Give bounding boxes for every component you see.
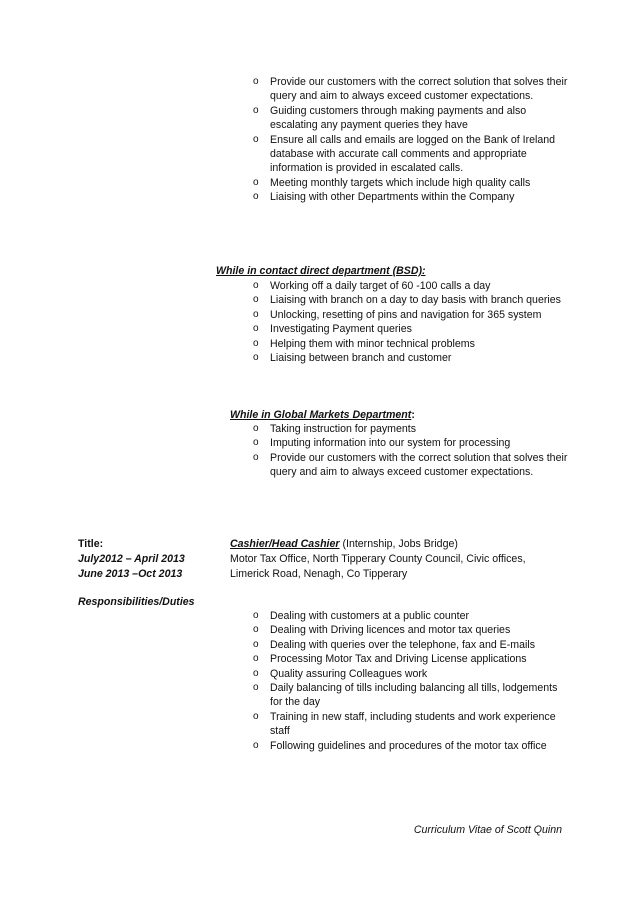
bullet-icon: o xyxy=(253,667,259,679)
bullet-icon: o xyxy=(253,104,259,116)
bullet-icon: o xyxy=(253,451,259,463)
list-item: o Daily balancing of tills including balancing all tills, lodgements for the day xyxy=(253,682,558,709)
list-item: o Training in new staff, including students and work experience staff xyxy=(253,710,556,738)
bsd-section-heading: While in contact direct department (BSD): xyxy=(216,265,426,277)
list-item: o Quality assuring Colleagues work xyxy=(253,667,428,680)
list-item: o Following guidelines and procedures of the motor tax office xyxy=(253,739,547,752)
list-item: o Taking instruction for payments xyxy=(253,423,417,435)
list-item: o Working off a daily target of 60 -100 calls a day xyxy=(253,280,491,292)
bullet-icon: o xyxy=(253,610,259,621)
bullet-icon: o xyxy=(253,739,259,751)
bullet-icon: o xyxy=(253,76,259,87)
title-label: Title: xyxy=(78,538,104,550)
bullet-icon: o xyxy=(253,423,259,434)
job-employer: Motor Tax Office, North Tipperary County Council, Civic offices, xyxy=(230,553,526,565)
bullet-icon: o xyxy=(253,437,259,449)
list-item: o Dealing with queries over the telephone, fax and E-mails xyxy=(253,638,535,651)
bullet-icon: o xyxy=(253,191,259,203)
list-item: o Provide our customers with the correct solution that solves their query and aim to always exceed customer expectations. xyxy=(253,76,568,103)
bullet-icon: o xyxy=(253,682,259,694)
list-item: o Guiding customers through making payments and also escalating any payment queries they have xyxy=(253,104,527,132)
job-role: Cashier/Head Cashier (Internship, Jobs Bridge) xyxy=(230,538,458,550)
list-item: o Unlocking, resetting of pins and navigation for 365 system xyxy=(253,308,542,321)
list-item: o Provide our customers with the correct solution that solves their query and aim to always exceed customer expectations. xyxy=(253,451,568,479)
duties-label: Responsibilities/Duties xyxy=(78,596,195,608)
list-item: o Imputing information into our system for processing xyxy=(253,437,511,450)
page-footer: Curriculum Vitae of Scott Quinn xyxy=(413,824,562,836)
global-section-heading: While in Global Markets Department: xyxy=(230,409,415,421)
duties-list xyxy=(253,609,570,753)
list-item: o Liaising with other Departments within the Company xyxy=(253,191,515,204)
bullet-icon: o xyxy=(253,337,259,349)
job-address: Limerick Road, Nenagh, Co Tipperary xyxy=(230,568,408,580)
job-dates-2: June 2013 –Oct 2013 xyxy=(78,568,183,580)
list-item: o Dealing with customers at a public counter xyxy=(253,610,470,622)
list-item: o Liaising between branch and customer xyxy=(253,352,452,365)
list-item: o Meeting monthly targets which include high quality calls xyxy=(253,176,531,189)
bullet-icon: o xyxy=(253,638,259,650)
bullet-icon: o xyxy=(253,624,259,636)
job-dates-1: July2012 – April 2013 xyxy=(78,553,185,565)
list-item: o Investigating Payment queries xyxy=(253,323,412,336)
bsd-list xyxy=(253,279,570,365)
bullet-icon: o xyxy=(253,323,259,335)
bullet-icon: o xyxy=(253,308,259,320)
bullet-icon: o xyxy=(253,280,259,291)
bullet-icon: o xyxy=(253,176,259,188)
list-item: o Helping them with minor technical problems xyxy=(253,337,475,350)
bullet-icon: o xyxy=(253,294,259,306)
bullet-icon: o xyxy=(253,710,259,722)
responsibilities-list-1 xyxy=(253,75,570,205)
list-item: o Dealing with Driving licences and motor tax queries xyxy=(253,624,511,637)
bullet-icon: o xyxy=(253,653,259,665)
bullet-icon: o xyxy=(253,133,259,145)
global-list xyxy=(253,422,570,480)
list-item: o Processing Motor Tax and Driving License applications xyxy=(253,653,527,666)
list-item: o Liaising with branch on a day to day basis with branch queries xyxy=(253,294,561,307)
list-item: o Ensure all calls and emails are logged on the Bank of Ireland database with accurate call comments and appropriate information is provided in escalated calls. xyxy=(253,133,556,175)
bullet-icon: o xyxy=(253,352,259,364)
